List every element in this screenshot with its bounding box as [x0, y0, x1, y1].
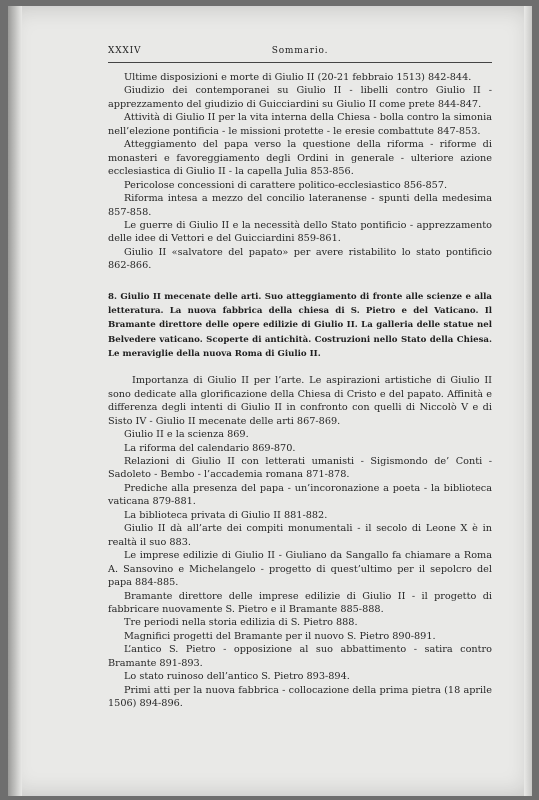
entry: La riforma del calendario 869-870.: [124, 442, 296, 454]
section-a: [108, 71, 492, 273]
entry: Giulio II «salvatore del papato» per avere ristabilito lo stato pontificio 862-866.: [108, 246, 492, 272]
section-b: [108, 374, 492, 710]
entry: Primi atti per la nuova fabbrica - collocazione della prima pietra (18 aprile 1506) 894-896.: [108, 684, 492, 710]
entry: Lo stato ruinoso dell’antico S. Pietro 893-894.: [124, 671, 350, 683]
entry: Atteggiamento del papa verso la questione della riforma - riforme di monasteri e favoreggiamento degli Ordini in generale - ulteriore azione ecclesiastica di Giulio II - la capella Julia 853-856.: [108, 139, 492, 178]
entry: L’antico S. Pietro - opposizione al suo abbattimento - satira contro Bramante 891-893.: [108, 644, 492, 669]
entry: Magnifici progetti del Bramante per il nuovo S. Pietro 890-891.: [124, 630, 436, 642]
entry: Riforma intesa a mezzo del concilio lateranense - spunti della medesima 857-858.: [108, 193, 492, 218]
entry: Giulio II e la scienza 869.: [124, 429, 249, 441]
entry: Importanza di Giulio II per l’arte. Le aspirazioni artistiche di Giulio II sono dedicate alla glorificazione della Chiesa di Cristo e del papato. Affinità e differenza degli intenti di Giulio II in confronto con quelli di Niccolò V e di Sisto IV - Giulio II mecenate delle arti 867-869.: [108, 375, 492, 427]
entry: Pericolose concessioni di carattere politico-ecclesiastico 856-857.: [124, 179, 448, 191]
entry: Tre periodi nella storia edilizia di S. Pietro 888.: [124, 617, 358, 629]
entry: Attività di Giulio II per la vita interna della Chiesa - bolla contro la simonia nell’elezione pontificia - le missioni protette - le eresie combattute 847-853.: [108, 112, 492, 137]
page-title: Sommario.: [271, 46, 329, 56]
page-body: [108, 71, 492, 711]
page-binding-shadow: [8, 6, 22, 796]
entry: Le imprese edilizie di Giulio II - Giuliano da Sangallo fa chiamare a Roma A. Sansovino e Michelangelo - progetto di quest’ultimo per il sepolcro del papa 884-885.: [108, 550, 492, 589]
page-edge-shadow: [524, 6, 532, 796]
entry: Le guerre di Giulio II e la necessità dello Stato pontificio - apprezzamento delle idee di Vettori e del Guicciardini 859-861.: [108, 219, 492, 245]
header-rule: [108, 62, 492, 63]
entry: Bramante direttore delle imprese edilizie di Giulio II - il progetto di fabbricare nuovamente S. Pietro e il Bramante 885-888.: [108, 590, 492, 615]
entry: Giudizio dei contemporanei su Giulio II - libelli contro Giulio II - apprezzamento del giudizio di Guicciardini su Giulio II come prete 844-847.: [108, 85, 492, 110]
entry: Ultime disposizioni e morte di Giulio II (20-21 febbraio 1513) 842-844.: [124, 72, 472, 83]
entry: Prediche alla presenza del papa - un’incoronazione a poeta - la biblioteca vaticana 879-881.: [108, 482, 492, 508]
entry: La biblioteca privata di Giulio II 881-882.: [124, 509, 328, 521]
entry: Giulio II dà all’arte dei compiti monumentali - il secolo di Leone X è in realtà il suo 883.: [108, 523, 492, 548]
entry: Relazioni di Giulio II con letterati umanisti - Sigismondo de’ Conti - Sadoleto - Bembo - l’accademia romana 871-878.: [108, 456, 492, 481]
book-page: [8, 6, 532, 796]
page-number: XXXIV: [108, 46, 142, 56]
section-heading: [108, 290, 492, 361]
section-heading-text: 8. Giulio II mecenate delle arti. Suo atteggiamento di fronte alle scienze e alla letteratura. La nuova fabbrica della chiesa di S. Pietro e del Vaticano. Il Bramante direttore delle opere edilizie di Giulio II. La galleria delle statue nel Belvedere vaticano. Scoperte di antichità. Costruzioni nello Stato della Chiesa. Le meraviglie della nuova Roma di Giulio II.: [108, 291, 492, 359]
